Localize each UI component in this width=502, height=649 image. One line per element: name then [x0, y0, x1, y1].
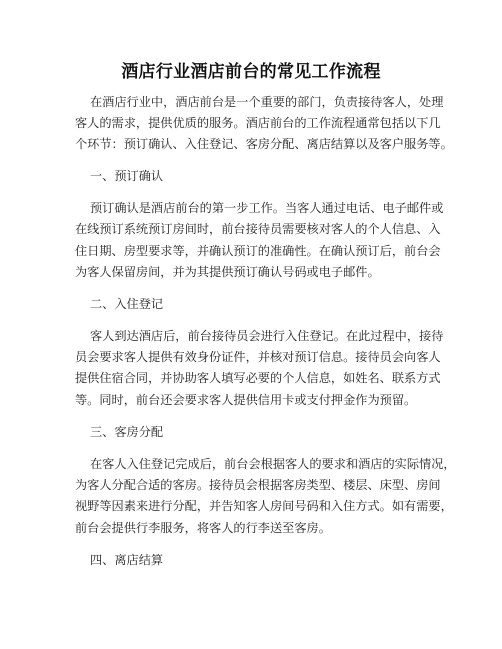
section-line: 在客人入住登记完成后，前台会根据客人的要求和酒店的实际情况，	[90, 457, 456, 471]
intro-line: 在酒店行业中，酒店前台是一个重要的部门，负责接待客人，处理	[90, 95, 444, 109]
section-line: 提供住宿合同，并协助客人填写必要的个人信息，如姓名、联系方式	[75, 371, 441, 385]
section-line: 员会要求客人提供有效身份证件，并核对预订信息。接待员会向客人	[75, 350, 441, 364]
section-heading-room-assignment: 三、客房分配	[90, 425, 164, 439]
section-heading-checkout: 四、离店结算	[90, 553, 164, 567]
section-line: 住日期、房型要求等，并确认预订的准确性。在确认预订后，前台会	[75, 244, 441, 258]
section-line: 视野等因素来进行分配，并告知客人房间号码和入住方式。如有需要，	[75, 499, 453, 513]
document-title: 酒店行业酒店前台的常见工作流程	[121, 62, 381, 82]
intro-line: 客人的需求，提供优质的服务。酒店前台的工作流程通常包括以下几	[75, 116, 441, 130]
section-line: 客人到达酒店后，前台接待员会进行入住登记。在此过程中，接待	[90, 329, 444, 343]
intro-line: 个环节：预订确认、入住登记、客房分配、离店结算以及客户服务等。	[75, 137, 453, 151]
section-line: 为客人保留房间，并为其提供预订确认号码或电子邮件。	[75, 265, 380, 279]
section-line: 前台会提供行李服务，将客人的行李送至客房。	[75, 521, 331, 535]
section-line: 预订确认是酒店前台的第一步工作。当客人通过电话、电子邮件或	[90, 201, 444, 215]
section-heading-checkin: 二、入住登记	[90, 297, 164, 311]
section-line: 为客人分配合适的客房。接待员会根据客房类型、楼层、床型、房间	[75, 478, 441, 492]
section-line: 等。同时，前台还会要求客人提供信用卡或支付押金作为预留。	[75, 393, 417, 407]
section-heading-reservation: 一、预订确认	[90, 169, 164, 183]
section-line: 在线预订系统预订房间时，前台接待员需要核对客人的个人信息、入	[75, 222, 441, 236]
